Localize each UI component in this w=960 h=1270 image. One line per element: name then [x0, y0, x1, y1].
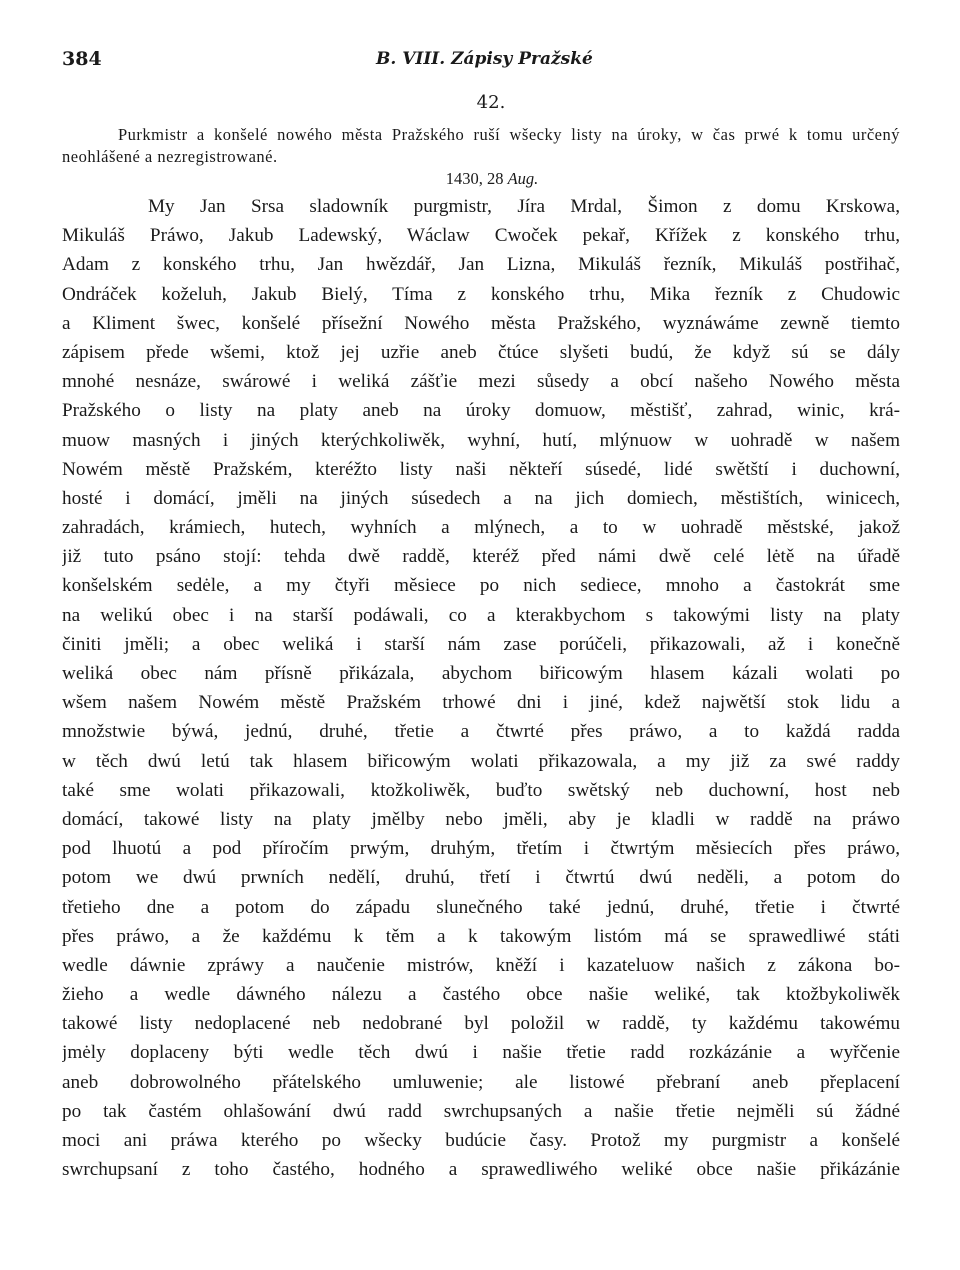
body-line: a Kliment šwec, konšelé přísežní Nowého města Pražského, wyznáwáme zewně tiemto [62, 312, 900, 334]
document-body [62, 192, 900, 1184]
body-line: moci ani práwa kterého po wšecky budúcie časy. Protož my purgmistr a konšelé [62, 1130, 900, 1151]
document-summary: Purkmistr a konšelé nowého města Pražského ruší wšecky listy na úroky, w čas prwé k tomu určený neohlášené a nezregistrowané. [62, 125, 900, 166]
body-line: pod lhuotú a pod příročím prwým, druhým, třetím i čtwrtým měsiecích přes práwo, [62, 838, 900, 860]
page-number: 384 [62, 48, 102, 70]
body-line: domácí, takowé listy na platy jmělby nebo jměli, aby je kladli w raddě na práwo [62, 808, 900, 830]
body-line: aneb dobrowolného přátelského umluwenie; ale listowé přebraní aneb přeplacení [62, 1071, 900, 1093]
body-line: hosté i domácí, jměli na jiných súsedech a na jich domiech, městištích, winicech, [62, 487, 900, 509]
body-line: Adam z konského trhu, Jan hwězdář, Jan Lizna, Mikuláš řezník, Mikuláš postřihač, [62, 254, 900, 276]
body-line: Pražského o listy na platy aneb na úroky domuow, městišť, zahrad, winic, krá- [62, 400, 900, 422]
body-line: potom we dwú prwních nedělí, druhú, třetí i čtwrtú dwú neděli, a potom do [62, 867, 900, 889]
body-line: My Jan Srsa sladowník purgmistr, Jíra Mrdal, Šimon z domu Krskowa, [148, 196, 900, 217]
body-line: mnohé nesnáze, swárowé i weliká zášťie mezi sůsedy a obcí našeho Nowého města [62, 371, 900, 393]
body-line: žieho a wedle dáwného nálezu a častého obce našie weliké, tak ktožbykoliwěk [62, 984, 900, 1006]
body-line: již tuto psáno stojí: tehda dwě raddě, kteréž před námi dwě celé lėtě na úřadě [62, 546, 900, 568]
document-number: 42. [476, 92, 506, 113]
page-header [62, 48, 900, 78]
date-month: Aug. [507, 169, 539, 188]
body-line: množstwie býwá, jednú, druhé, třetie a čtwrté přes práwo, a to každá radda [62, 721, 900, 743]
body-line: w těch dwú letú tak hlasem biřicowým wolati přikazowala, a my již za swé raddy [62, 750, 900, 772]
body-line: také sme wolati přikazowali, ktožkoliwěk, buďto swětský neb duchowní, host neb [62, 779, 900, 801]
body-line: činiti jměli; a obec weliká i starší nám zase porúčeli, přikazowali, až i konečně [62, 633, 900, 655]
body-line: swrchupsaní z toho častého, hodného a sprawedliwého weliké obce našie přikázánie [62, 1159, 900, 1181]
body-line: zápisem přede wšemi, ktož jej uzřie aneb čtúce slyšeti budú, že když sú se dály [62, 341, 900, 363]
body-line: přes práwo, a že každému k těm a k takowým listóm má se sprawedliwé státi [62, 925, 900, 947]
body-line: Nowém městě Pražském, kteréžto listy naši někteří súsedé, lidé swětští i duchowní, [62, 458, 900, 480]
body-line: třetieho dne a potom do západu slunečného také jednú, druhé, třetie i čtwrté [62, 896, 900, 918]
running-head: B. VIII. Zápisy Pražské [376, 49, 593, 69]
body-line: takowé listy nedoplacené neb nedobrané byl položil w raddě, ty každému takowému [62, 1013, 900, 1035]
document-page [62, 48, 900, 1184]
body-line: wšem našem Nowém městě Pražském trhowé dni i jiné, kdež najwětší stok lidu a [62, 692, 900, 714]
body-line: zahradách, krámiech, hutech, wyhních a mlýnech, a to w uohradě městské, jakož [62, 517, 900, 539]
body-line: Mikuláš Práwo, Jakub Ladewský, Wáclaw Cwoček pekař, Křížek z konského trhu, [62, 225, 900, 247]
body-line: konšelském sedėle, a my čtyři měsiece po nich sediece, mnoho a častokrát sme [62, 575, 900, 597]
body-line: wedle dáwnie zpráwy a naučenie mistrów, kněží i kazateluow našich z zákona bo- [62, 954, 900, 976]
body-line: jmėly doplaceny býti wedle těch dwú i našie třetie radd rozkázánie a wyřčenie [62, 1042, 900, 1064]
body-line: po tak častém ohlašowání dwú radd swrchupsaných a našie třetie nejměli sú žádné [62, 1100, 900, 1122]
body-line: muow masných i jiných kterýchkoliwěk, wyhní, hutí, mlýnuow w uohradě w našem [62, 429, 900, 451]
body-line: na welikú obec i na starší podáwali, co a kterakbychom s takowými listy na platy [62, 604, 900, 626]
date-day-year: 1430, 28 [445, 169, 504, 188]
body-line: Ondráček koželuh, Jakub Bielý, Tíma z konského trhu, Mika řezník z Chudowic [62, 283, 900, 305]
document-date [62, 168, 900, 190]
body-line: weliká obec nám přísně přikázala, abychom biřicowým hlasem kázali wolati po [62, 663, 900, 684]
